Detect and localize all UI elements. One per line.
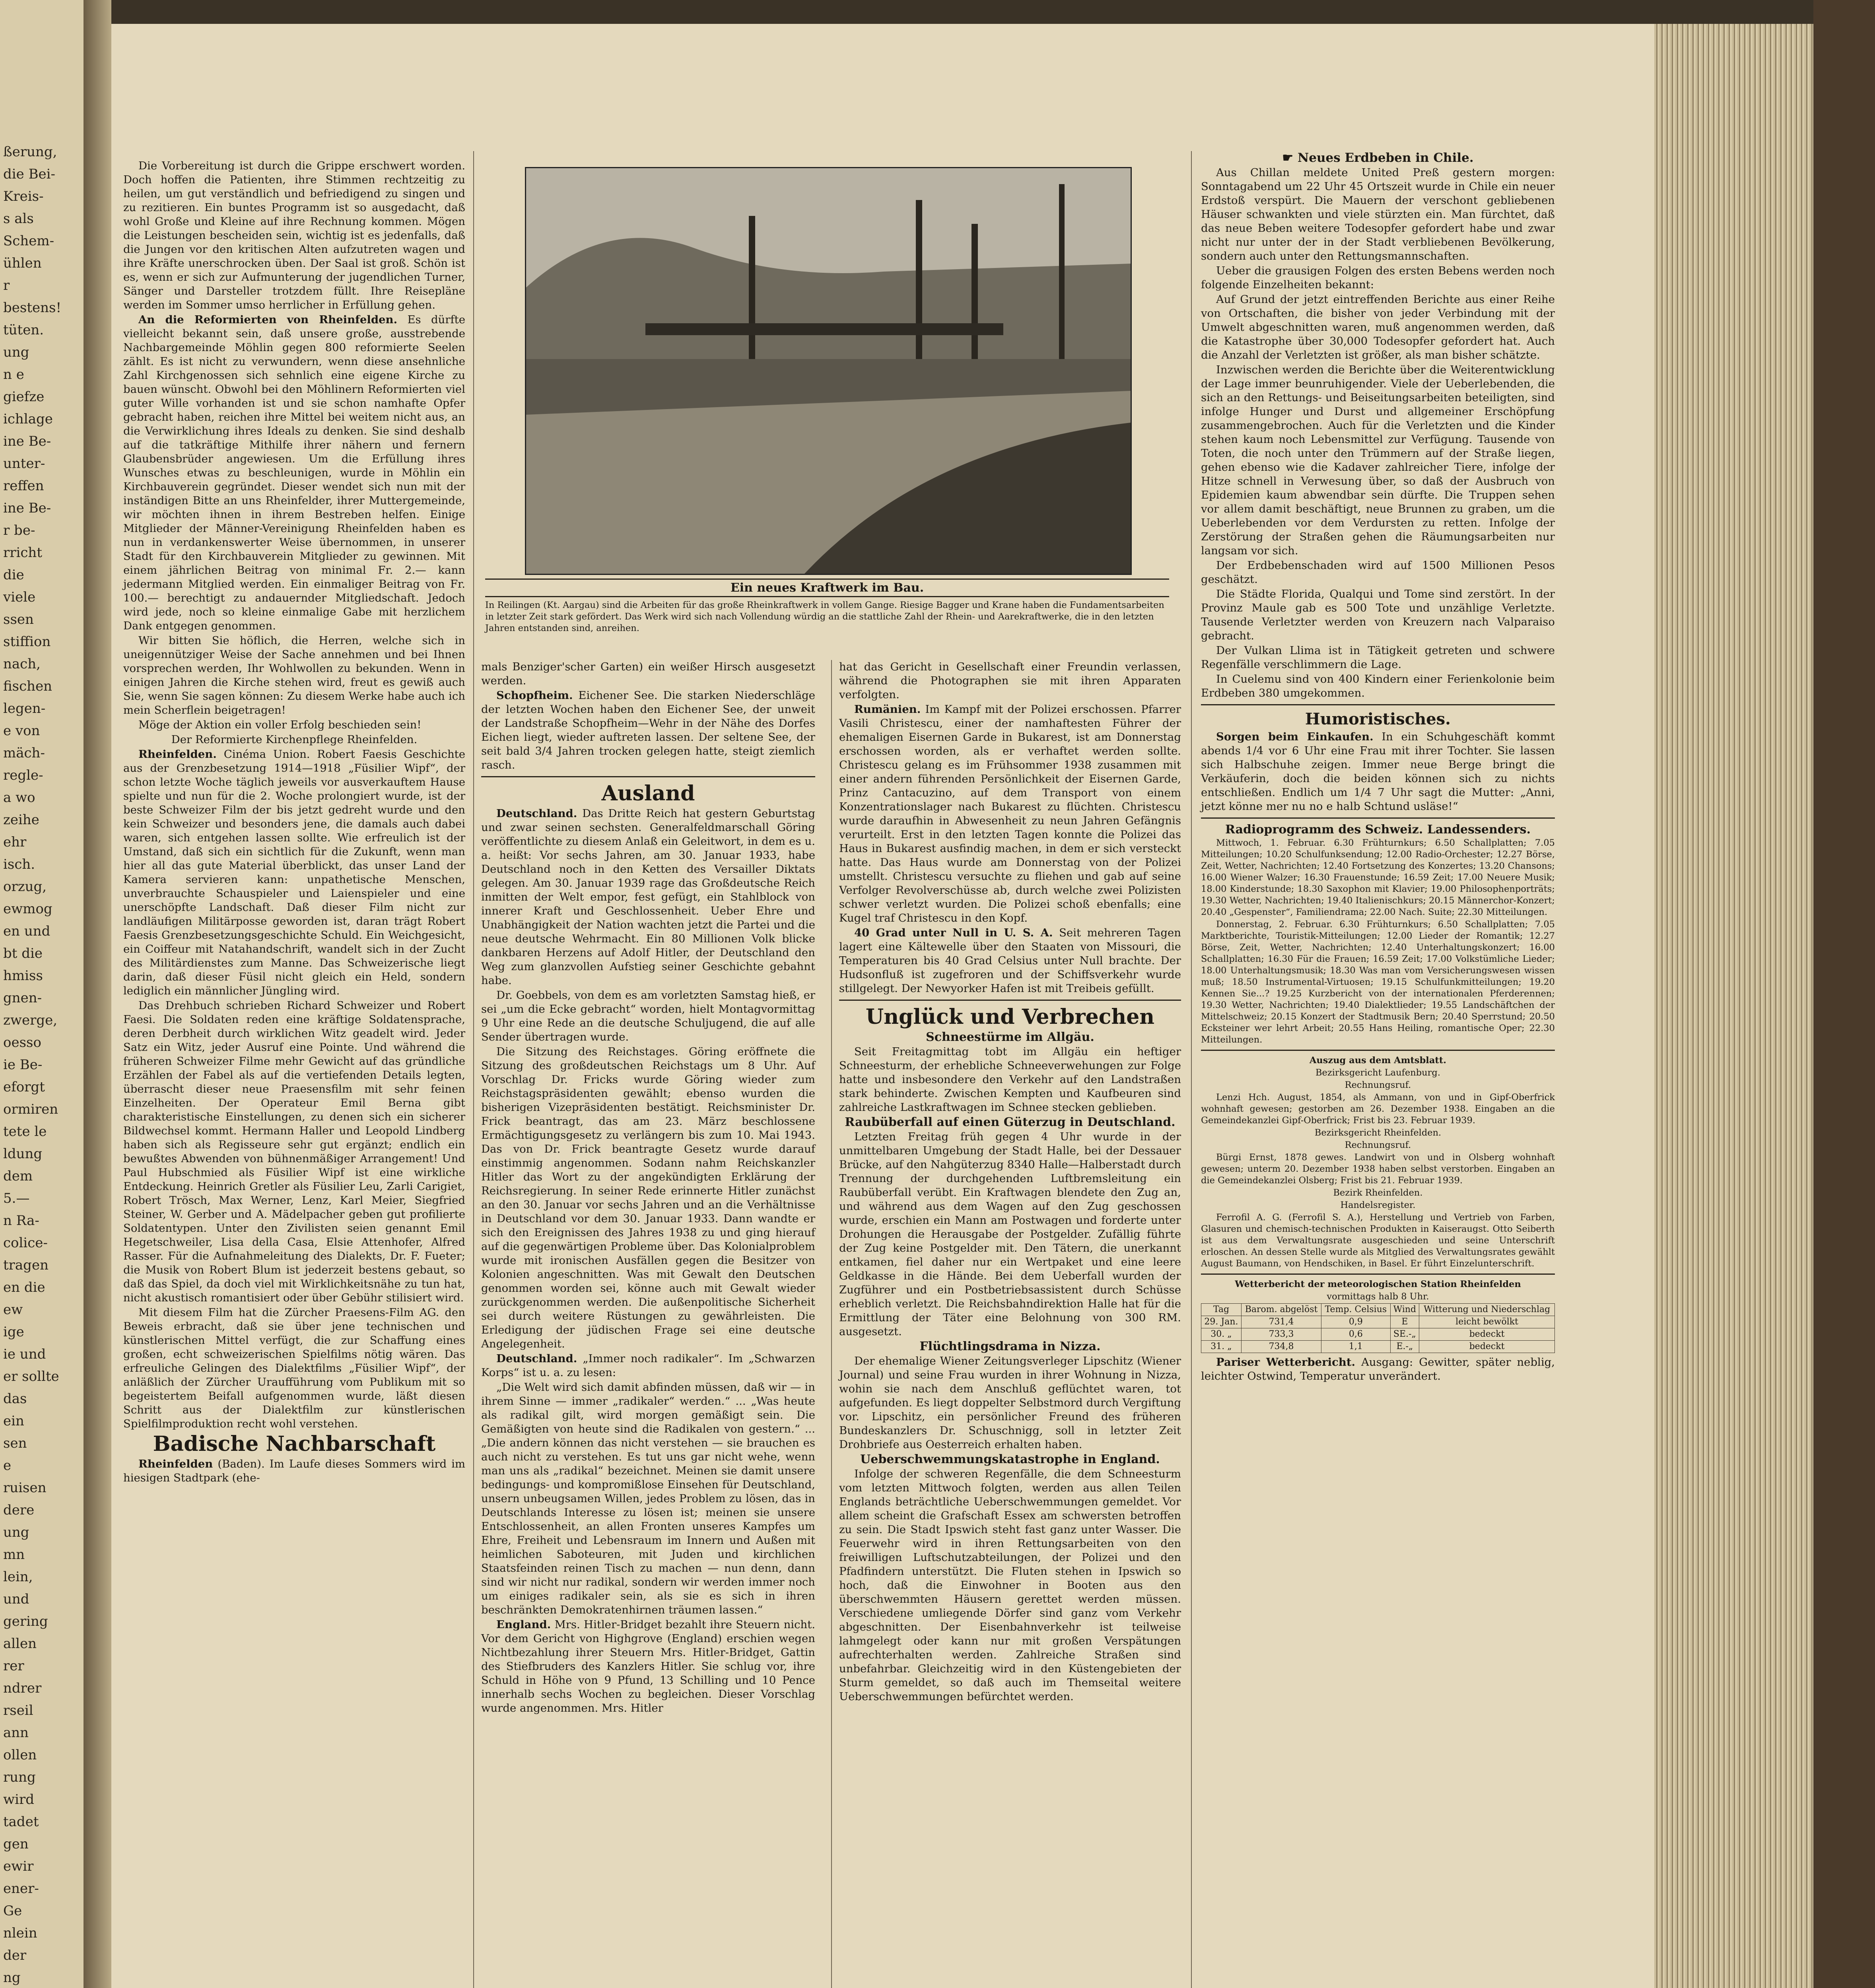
- article-paragraph: Letzten Freitag früh gegen 4 Uhr wurde in der unmittelbaren Umgebung der Stadt Halle, bei der Dessauer Brücke, auf den Nahgüterzug 8340 Halle—Halberstadt durch Trennung der durchgehenden Luftbremsleitung ein Raubüberfall verübt. Ein Kraftwagen blendete den Zug an, und während aus dem Wagen auf den Zug geschossen wurde, erschien ein Mann am Postwagen und forderte unter Drohungen die Herausgabe der Postgelder. Zufällig führte der Zug keine Postgelder mit. Den Tätern, die unerkannt entkamen, fiel daher nur ein Wertpaket und eine leere Geldkasse in die Hände. Bei dem Ueberfall wurden der Zugführer und ein Postbetriebsassistent durch Schüsse erheblich verletzt. Die Reichsbahndirektion Halle hat für die Ermittlung der Täter eine Belohnung von 300 RM. ausgesetzt.: [839, 1130, 1181, 1338]
- facing-page-text: legen-: [3, 701, 46, 716]
- facing-page-text: a wo: [3, 790, 35, 806]
- photo-drawing: [526, 168, 1131, 574]
- caption-text: In Reilingen (Kt. Aargau) sind die Arbeiten für das große Rheinkraftwerk in vollem Gange. Riesige Bagger und Krane haben die Fundamentsarbeiten in letzter Zeit stark gefördert. Das Werk wird sich nach Vollendung würdig an die stattliche Zahl der Rhein- und Aarekraftwerke, die in den letzten Jahren entstanden sind, anreihen.: [485, 600, 1164, 633]
- article-heading: Schopfheim.: [496, 689, 573, 702]
- facing-page-text: gnen-: [3, 990, 42, 1006]
- notice-text: Bürgi Ernst, 1878 gewes. Landwirt von und in Olsberg wohnhaft gewesen; unterm 20. Dezember 1938 haben selbst verstorben. Eingaben an die Gemeindekanzlei Olsberg; Frist bis 21. Februar 1939.: [1201, 1152, 1555, 1186]
- article-paragraph: Die Sitzung des Reichstages. Göring eröffnete die Sitzung des großdeutschen Reichstags um 8 Uhr. Auf Vorschlag Dr. Fricks wurde Göring wieder zum Reichstagspräsidenten gewählt; ebenso wurden die bisherigen Vizepräsidenten bestätigt. Reichsminister Dr. Frick beantragt, das am 23. März beschlossene Ermächtigungsgesetz zu verlängern bis zum 10. Mai 1943. Das von Dr. Frick beantragte Gesetz wurde darauf einstimmig angenommen. Sodann nahm Reichskanzler Hitler das Wort zu der angekündigten Erklärung der Reichsregierung. In seiner Rede erinnerte Hitler zunächst an den 30. Januar vor sechs Jahren und an die Verhältnisse in Deutschland vor dem 30. Januar 1933. Dann wandte er sich den Ereignissen des Jahres 1938 zu und ging hierauf auf die gegenwärtigen Probleme über. Das Kolonialproblem wurde mit ironischen Ausfällen gegen die Besitzer von Kolonien angeschnitten. Was mit Gewalt den Deutschen genommen worden sei, könne auch mit Gewalt wieder zurückgenommen werden. Die außenpolitische Sicherheit sei durch weitere Rüstungen zu gewährleisten. Die Erledigung der jüdischen Frage sei eine deutsche Angelegenheit.: [481, 1045, 815, 1350]
- notice-court: Bezirk Rheinfelden.: [1333, 1188, 1423, 1198]
- table-cell: 29. Jan.: [1201, 1316, 1242, 1328]
- weather-subtitle: vormittags halb 8 Uhr.: [1327, 1291, 1429, 1302]
- article-paragraph: „Die Welt wird sich damit abfinden müssen, daß wir — in ihrem Sinne — immer „radikaler“ werden.“ ... „Was heute als radikal gilt, wird morgen gemäßigt sein. Die Gemäßigten von heute sind die Radikalen von gestern.“ ... „Die andern können das nicht verstehen — sie brauchen es auch nicht zu verstehen. Es tut uns gar nicht wehe, wenn man uns als „radikal“ bezeichnet. Meinen sie damit unsere bedingungs- und kompromißlose Einsehen für Deutschland, unsern unbeugsamen Willen, jedes Problem zu lösen, das in Deutschlands Interesse zu lösen ist; meinen sie unsere Entschlossenheit, an allen Fronten unseres Kampfes um Ehre, Freiheit und Lebensraum im Innern und Außen mit heimlichen Saboteuren, mit Juden und kirchlichen Staatsfeinden reinen Tisch zu machen — nun denn, dann sind wir nicht nur radikal, sondern wir werden immer noch um einiges radikaler sein, als sie es sich in ihren beschränkten Demokratenhirnen träumen lassen.“: [481, 1381, 815, 1616]
- article-paragraph: Ueber die grausigen Folgen des ersten Bebens werden noch folgende Einzelheiten bekannt:: [1201, 264, 1555, 291]
- facing-page-text: mn: [3, 1547, 25, 1563]
- column-4: [1201, 151, 1555, 1384]
- facing-page-text: ehr: [3, 834, 27, 850]
- article-paragraph: [123, 313, 465, 633]
- table-cell: 0,9: [1321, 1316, 1390, 1328]
- article-text: Seit mehreren Tagen lagert eine Kältewelle über den Staaten von Missouri, die Temperaturen bis 40 Grad Celsius unter Null brachte. Der Hudsonfluß ist zugefroren und der Schiffsverkehr wurde stillgelegt. Der Newyorker Hafen ist mit Treibeis gefüllt.: [839, 926, 1181, 995]
- separator-rule: [1201, 1274, 1555, 1275]
- facing-page-text: sen: [3, 1435, 27, 1451]
- article-paragraph: Infolge der schweren Regenfälle, die dem Schneesturm vom letzten Mittwoch folgten, werden aus allen Teilen Englands beträchtliche Ueberschwemmungen gemeldet. Vor allem scheint die Grafschaft Essex am schwersten betroffen zu sein. Die Stadt Ipswich steht fast ganz unter Wasser. Die Feuerwehr wird in ihren Rettungsarbeiten von den freiwilligen Luftschutzabteilungen, der Polizei und den Pfadfindern unterstützt. Die Fluten stehen in Ipswich so hoch, daß die Einwohner in Booten aus den überschwemmten Häusern gerettet werden müssen. Verschiedene umliegende Dörfer sind ganz vom Verkehr abgeschnitten. Der Eisenbahnverkehr ist teilweise lahmgelegt oder kann nur mit großen Verspätungen aufrechterhalten werden. Zahlreiche Straßen sind unbefahrbar. Gleichzeitig wird in den Küstengebieten der Sturm gemeldet, so daß auch im Themseital weitere Ueberschwemmungen befürchtet werden.: [839, 1468, 1181, 1703]
- pointing-hand-icon: ☛: [1282, 151, 1294, 165]
- facing-page-text: dem: [3, 1168, 33, 1184]
- separator-rule: [1201, 1050, 1555, 1051]
- construction-photo: [525, 167, 1132, 575]
- notice-court: Bezirksgericht Rheinfelden.: [1314, 1128, 1442, 1138]
- facing-page-text: das: [3, 1391, 27, 1407]
- article-text: In ein Schuhgeschäft kommt abends 1/4 vor 6 Uhr eine Frau mit ihrer Tochter. Sie lassen sich Halbschuhe zeigen. Immer neue Berge bringt die Verkäuferin, doch die beiden können sich zu nichts entschließen. Endlich um 1/4 7 Uhr sagt die Mutter: „Anni, jetzt könne mer nu no e halb Schtund usläse!“: [1201, 730, 1555, 813]
- facing-page-text: e von: [3, 723, 40, 739]
- article-paragraph: hat das Gericht in Gesellschaft einer Freundin verlassen, während die Photographen sie mit ihren Apparaten verfolgten.: [839, 660, 1181, 701]
- article-paragraph: Der Vulkan Llima ist in Tätigkeit getreten und schwere Regenfälle verschlimmern die Lage.: [1201, 644, 1555, 671]
- weather-table: [1201, 1303, 1555, 1353]
- facing-page-text: Schem-: [3, 233, 54, 249]
- facing-page-text: isch.: [3, 856, 35, 872]
- table-row: [1201, 1341, 1555, 1353]
- table-row: [1201, 1316, 1555, 1328]
- facing-page-text: ung: [3, 344, 29, 360]
- section-heading: Badische Nachbarschaft: [153, 1432, 436, 1456]
- table-cell: 734,8: [1241, 1341, 1321, 1353]
- weather-column-header: Barom. abgelöst: [1241, 1304, 1321, 1316]
- article-paragraph: [839, 926, 1181, 996]
- weather-column-header: Wind: [1390, 1304, 1419, 1316]
- article-text: Es dürfte vielleicht bekannt sein, daß unsere große, ausstrebende Nachbargemeinde Möhlin gegen 800 reformierte Seelen zählt. Es ist nicht zu verwundern, wenn diese ansehnliche Zahl Kirchgenossen sich sehnlich eine eigene Kirche zu bauen wünscht. Obwohl bei den Möhlinern Reformierten viel guter Wille vorhanden ist und sie schon namhafte Opfer gebracht haben, reichen ihre Mittel bei weitem nicht aus, an die Verwirklichung ihres Ideals zu denken. Sie sind deshalb auf die tatkräftige Mithilfe ihrer nähern und fernern Glaubensbrüder angewiesen. Um die Erfüllung ihres Wunsches etwas zu beschleunigen, wurde in Möhlin ein Kirchbauverein gegründet. Dieser wendet sich nun mit der inständigen Bitte an uns Rheinfelder, ihrer Muttergemeinde, wir möchten ihnen in ihrem Bestreben helfen. Einige Mitglieder der Männer-Vereinigung Rheinfelden haben es nun in verdankenswerter Weise übernommen, in unserer Stadt für den Kirchbauverein Mitglieder zu gewinnen. Mit einem jährlichen Beitrag von minimal Fr. 2.— kann jedermann Mitglied werden. Ein einmaliger Beitrag von Fr. 100.— berechtigt zu andauernder Mitgliedschaft. Jedoch wird jede, noch so kleine einmalige Gabe mit herzlichem Dank entgegen genommen.: [123, 313, 465, 632]
- facing-page-text: r: [3, 278, 10, 293]
- facing-page-text: zeihe: [3, 812, 39, 828]
- notice-type: Rechnungsruf.: [1345, 1080, 1411, 1090]
- article-paragraph: Der Erdbebenschaden wird auf 1500 Millionen Pesos geschätzt.: [1201, 559, 1555, 586]
- facing-page-text: ie Be-: [3, 1057, 43, 1073]
- table-cell: SE.-„: [1390, 1328, 1419, 1341]
- facing-page-text: dere: [3, 1502, 35, 1518]
- table-cell: E.-„: [1390, 1341, 1419, 1353]
- facing-page-text: ein: [3, 1413, 24, 1429]
- separator-rule: [1201, 704, 1555, 705]
- section-heading: Humoristisches.: [1305, 710, 1451, 728]
- facing-page-text: tüten.: [3, 322, 44, 338]
- article-heading: Pariser Wetterbericht.: [1216, 1356, 1356, 1369]
- facing-page-text: ie und: [3, 1346, 46, 1362]
- article-text: Das Dritte Reich hat gestern Geburtstag und zwar seinen sechsten. Generalfeldmarschall Göring veröffentlichte zu diesem Anlaß ein Geleitwort, in dem es u. a. heißt: Vor sechs Jahren, am 30. Januar 1933, habe Deutschland noch in den Ketten des Versailler Diktats gelegen. Am 30. Januar 1939 rage das Großdeutsche Reich inmitten der Welt empor, fest gefügt, ein Stahlblock von innerer Kraft und Geschlossenheit. Ueber Ehre und Unabhängigkeit der Nation wachten jetzt die Partei und die neue deutsche Wehrmacht. Ein 80 Millionen Volk blicke dankbaren Herzens auf Adolf Hitler, der Deutschland den Weg zum glanzvollen Aufstieg seiner Geschichte gebahnt habe.: [481, 807, 816, 987]
- table-cell: E: [1390, 1316, 1419, 1328]
- facing-page-text: ühlen: [3, 255, 42, 271]
- facing-page-text: ung: [3, 1524, 29, 1540]
- article-paragraph: Seit Freitagmittag tobt im Allgäu ein heftiger Schneesturm, der erhebliche Schneeverwehungen zur Folge hatte und insbesondere den Verkehr auf den Landstraßen stark behinderte. Zwischen Kempten und Kaufbeuren sind zahlreiche Lastkraftwagen im Schnee stecken geblieben.: [839, 1045, 1181, 1114]
- column-1: [123, 159, 465, 1486]
- article-paragraph: Auf Grund der jetzt eintreffenden Berichte aus einer Reihe von Ortschaften, die bisher von jeder Verbindung mit der Umwelt abgeschnitten waren, muß angenommen werden, daß die Katastrophe über 30,000 Todesopfer gefordert hat. Auch die Anzahl der Verletzten ist größer, als man bisher schätzte.: [1201, 293, 1555, 361]
- article-paragraph: mals Benziger'scher Garten) ein weißer Hirsch ausgesetzt werden.: [481, 660, 815, 687]
- facing-page-text: viele: [3, 589, 36, 605]
- facing-page-text: und: [3, 1591, 29, 1607]
- notice-heading: Auszug aus dem Amtsblatt.: [1309, 1055, 1447, 1066]
- article-subheading: Raubüberfall auf einen Güterzug in Deutschland.: [845, 1115, 1176, 1129]
- facing-page-text: der: [3, 1947, 27, 1963]
- separator-rule: [1201, 817, 1555, 819]
- facing-page-text: n Ra-: [3, 1213, 39, 1229]
- facing-page-text: unter-: [3, 456, 45, 472]
- facing-page-text: hmiss: [3, 968, 43, 984]
- table-cell: 0,6: [1321, 1328, 1390, 1341]
- column-divider: [473, 151, 474, 1988]
- facing-page-text: mäch-: [3, 745, 45, 761]
- article-paragraph: Dr. Goebbels, von dem es am vorletzten Samstag hieß, er sei „um die Ecke gebracht“ worden, hielt Montagvormittag 9 Uhr eine Rede an die deutsche Schuljugend, die auf alle Sender übertragen wurde.: [481, 989, 815, 1043]
- facing-page-text: rer: [3, 1658, 24, 1674]
- facing-page-text: ener-: [3, 1881, 39, 1897]
- facing-page-text: wird: [3, 1792, 34, 1807]
- facing-page-text: die Bei-: [3, 166, 56, 182]
- column-divider: [1191, 151, 1192, 1988]
- article-heading: Sorgen beim Einkaufen.: [1216, 730, 1374, 743]
- facing-page-text: tadet: [3, 1814, 39, 1830]
- article-heading: Rumänien.: [854, 703, 921, 716]
- article-text: Mrs. Hitler-Bridget bezahlt ihre Steuern nicht. Vor dem Gericht von Highgrove (England) erschien wegen Nichtbezahlung ihrer Steuern Mrs. Hitler-Bridget, Gattin des Stiefbruders des Kanzlers Hitler. Sie schlug vor, ihre Schuld in Höhe von 9 Pfund, 13 Schilling und 10 Pence innerhalb sechs Wochen zu begleichen. Dieser Vorschlag wurde angenommen. Mrs. Hitler: [481, 1618, 815, 1714]
- facing-page-text: regle-: [3, 767, 43, 783]
- article-paragraph: [123, 1457, 465, 1485]
- facing-page-text: ng: [3, 1970, 21, 1986]
- column-divider: [831, 660, 832, 1988]
- facing-page-text: colice-: [3, 1235, 48, 1251]
- table-cell: bedeckt: [1419, 1328, 1555, 1341]
- article-paragraph: [481, 1618, 815, 1715]
- facing-page-text: stiffion: [3, 634, 51, 650]
- article-text: (Baden). Im Laufe dieses Sommers wird im hiesigen Stadtpark (ehe-: [123, 1458, 466, 1484]
- facing-page-text: tete le: [3, 1124, 47, 1140]
- table-cell: bedeckt: [1419, 1341, 1555, 1353]
- facing-page-text: ichlage: [3, 411, 53, 427]
- photo-caption: [485, 579, 1169, 634]
- article-text: Im Kampf mit der Polizei erschossen. Pfarrer Vasili Christescu, einer der namhaftesten Führer der ehemaligen Eisernen Garde in Bukarest, ist am Donnerstag erschossen worden, als er verhaftet werden sollte. Christescu gelang es im Frühsommer 1938 zusammen mit einer andern führenden Persönlichkeit der Eisernen Garde, Prinz Cantacuzino, auf dem Transport von einem Konzentrationslager nach Bukarest zu flüchten. Christescu wurde daraufhin in Abwesenheit zu neun Jahren Gefängnis verurteilt. Erst in den letzten Tagen konnte die Polizei das Haus in Bukarest ausfindig machen, in dem er sich versteckt hatte. Das Haus wurde am Donnerstag von der Polizei umstellt. Christescu versuchte zu fliehen und gab auf seine Verfolger Revolverschüsse ab, durch welche zwei Polizisten schwer verletzt wurden. Die Polizei schoß ebenfalls; eine Kugel traf Christescu in den Kopf.: [839, 703, 1181, 924]
- weather-column-header: Tag: [1201, 1304, 1242, 1316]
- facing-page-text: allen: [3, 1636, 37, 1652]
- table-row: [1201, 1328, 1555, 1341]
- book-gutter: [84, 0, 111, 1988]
- table-cell: 733,3: [1241, 1328, 1321, 1341]
- facing-page-text: ewir: [3, 1858, 34, 1874]
- article-paragraph: [481, 689, 815, 772]
- facing-page-text: zwerge,: [3, 1012, 58, 1028]
- facing-page-text: rung: [3, 1769, 36, 1785]
- book-cover-edge: [1813, 0, 1875, 1988]
- facing-page-text: gen: [3, 1836, 29, 1852]
- article-paragraph: Das Drehbuch schrieben Richard Schweizer und Robert Faesi. Die Soldaten reden eine kräftige Soldatensprache, deren Derbheit durch wirklichen Witz geadelt wird. Jeder Satz ein Witz, jeder Ausruf eine Pointe. Und während die früheren Schweizer Filme mehr Gewicht auf das gründliche Erzählen der Fabel als auf die vertiefenden Details legten, überrascht dieser neue Praesensfilm mit sehr feinen Einzelheiten. Der Operateur Emil Berna gibt charakteristische Einstellungen, zu denen sich ein sicherer Bildwechsel kommt. Hermann Haller und Leopold Lindberg haben sich als Regisseure sehr gut ergänzt; endlich ein bewußtes Abwenden von bühnenmäßiger Arrangement! Und Paul Hubschmied als Füsilier Wipf ist eine wirkliche Entdeckung. Heinrich Gretler als Füsilier Leu, Zarli Carigiet, Robert Trösch, Max Werner, Lenz, Karl Meier, Siegfried Steiner, W. Gerber und A. Mädelpacher geben gut profilierte Soldatentypen. Unter den Zivilisten seien genannt Emil Hegetschweiler, Lisa della Casa, Elsie Attenhofer, Alfred Rasser. Für die Aufnahmeleitung des Dialekts, Dr. F. Fueter; die Musik von Robert Blum ist jederzeit bestens gebaut, so daß das Spiel, da doch viel mit Wirklichkeitsnähe zu tun hat, nicht akustisch romantisiert oder über Gebühr stilisiert wird.: [123, 999, 465, 1304]
- facing-page-text: en die: [3, 1279, 45, 1295]
- article-paragraph: Die Städte Florida, Qualqui und Tome sind zerstört. In der Provinz Maule gab es 500 Tote und unzählige Verletzte. Tausende Verletzter werden von Kreuzern nach Valparaiso gebracht.: [1201, 588, 1555, 642]
- facing-page-text: en und: [3, 923, 51, 939]
- facing-page-text: ndrer: [3, 1680, 42, 1696]
- facing-page-text: reffen: [3, 478, 44, 494]
- facing-page-text: ormiren: [3, 1101, 58, 1117]
- article-paragraph: Wir bitten Sie höflich, die Herren, welche sich in uneigennütziger Weise der Sache annehmen und bei Ihnen vorsprechen werden, Ihr Wohlwollen zu bekunden. Wenn in einigen Jahren die Kirche stehen wird, freut es gewiß auch Sie, wenn Sie sagen können: Zu diesem Werke habe auch ich mein Scherflein beigetragen!: [123, 634, 465, 716]
- facing-page-text: ine Be-: [3, 500, 51, 516]
- article-heading: Rheinfelden: [138, 1458, 213, 1470]
- facing-page-text: die: [3, 567, 24, 583]
- facing-page-text: rseil: [3, 1703, 33, 1718]
- section-heading: Ausland: [601, 781, 695, 806]
- article-paragraph: Der ehemalige Wiener Zeitungsverleger Lipschitz (Wiener Journal) und seine Frau wurden in ihrer Wohnung in Nizza, wohin sie nach dem Anschluß geflüchtet waren, tot aufgefunden. Es liegt doppelter Selbstmord durch Vergiftung vor. Lipschitz, ein persönlicher Freund des früheren Bundeskanzlers Dr. Schuschnigg, soll in letzter Zeit Drohbriefe aus Oesterreich erhalten haben.: [839, 1355, 1181, 1451]
- facing-page-text: fischen: [3, 678, 52, 694]
- facing-page-text: Ge: [3, 1903, 22, 1919]
- facing-page-fragment: [0, 0, 84, 1988]
- article-subheading: Flüchtlingsdrama in Nizza.: [919, 1340, 1101, 1353]
- facing-page-text: bt die: [3, 945, 43, 961]
- article-paragraph: [481, 1352, 815, 1380]
- weather-column-header: Temp. Celsius: [1321, 1304, 1390, 1316]
- facing-page-text: rricht: [3, 545, 42, 561]
- facing-page-text: giefze: [3, 389, 45, 405]
- facing-page-text: ine Be-: [3, 433, 51, 449]
- article-heading: Rheinfelden.: [138, 748, 217, 761]
- separator-rule: [481, 776, 815, 777]
- facing-page-text: lein,: [3, 1569, 33, 1585]
- separator-rule: [839, 1000, 1181, 1001]
- facing-page-text: 5.—: [3, 1190, 30, 1206]
- facing-page-text: ew: [3, 1302, 23, 1318]
- article-subheading: Schneestürme im Allgäu.: [926, 1030, 1094, 1044]
- radio-program: Mittwoch, 1. Februar. 6.30 Frühturnkurs; 6.50 Schallplatten; 7.05 Mitteilungen; 10.20 Schulfunksendung; 12.00 Radio-Orchester; 12.27 Börse, Zeit, Wetter, Nachrichten; 12.40 Fortsetzung des Konzertes; 13.20 Chansons; 16.00 Wiener Walzer; 16.30 Frauenstunde; 16.59 Zeit; 17.00 Neuere Musik; 18.00 Kinderstunde; 18.30 Saxophon mit Klavier; 19.00 Philosophenporträts; 19.30 Wetter, Nachrichten; 19.40 Italienischkurs; 20.15 Männerchor-Konzert; 20.40 „Gespenster“, Familiendrama; 22.00 Nach. Suite; 22.30 Mitteilungen.: [1201, 838, 1555, 917]
- facing-page-text: Kreis-: [3, 188, 44, 204]
- article-text: „Immer noch radikaler“. Im „Schwarzen Korps“ ist u. a. zu lesen:: [481, 1352, 815, 1379]
- facing-page-text: nach,: [3, 656, 41, 672]
- weather-table-header: [1201, 1304, 1555, 1316]
- article-signature: Der Reformierte Kirchenpflege Rheinfelden.: [171, 733, 418, 746]
- article-paragraph: Aus Chillan meldete United Preß gestern morgen: Sonntagabend um 22 Uhr 45 Ortszeit wurde in Chile ein neuer Erdstoß verspürt. Die Mauern der verschont gebliebenen Häuser schwankten und viele stürzten ein. Man fürchtet, daß das neue Beben weitere Todesopfer gefordert habe und zwar nicht nur unter der in der Stadt verbliebenen Bevölkerung, sondern auch unter den Rettungsmannschaften.: [1201, 166, 1555, 262]
- article-paragraph: Inzwischen werden die Berichte über die Weiterentwicklung der Lage immer beunruhigender. Viele der Ueberlebenden, die sich an den Rettungs- und Beiseitungsarbeiten beteiligten, sind infolge Hunger und Durst und allgemeiner Erschöpfung zusammengebrochen. Auch für die Verletzten und die Kinder stehen kaum noch Lebensmittel zur Verfügung. Tausende von Toten, die noch unter den Trümmern auf der Straße liegen, gehen ebenso wie die Kadaver zahlreicher Tiere, infolge der Hitze schnell in Verwesung über, so daß der Ausbruch von Epidemien kaum abwendbar sein dürfte. Die Truppen sehen vor allem damit beschäftigt, neue Brunnen zu graben, um die Ueberlebenden vor dem Verdursten zu retten. Infolge der Zerstörung der Straßen gehen die Räumungsarbeiten nur langsam vor sich.: [1201, 363, 1555, 557]
- article-text: Eichener See. Die starken Niederschläge der letzten Wochen haben den Eichener See, der unweit der Landstraße Schopfheim—Wehr in der Nähe des Dorfes Eichen liegt, wieder auftreten lassen. Der seltene See, der seit bald 3/4 Jahren trocken gelegen hatte, steigt ziemlich rasch.: [481, 689, 815, 771]
- facing-page-text: er sollte: [3, 1369, 59, 1384]
- facing-page-text: ßerung,: [3, 144, 57, 160]
- article-heading: [1201, 151, 1555, 165]
- facing-page-text: r be-: [3, 522, 35, 538]
- article-heading: Deutschland.: [496, 807, 577, 820]
- facing-page-text: gering: [3, 1613, 48, 1629]
- article-heading: Deutschland.: [496, 1352, 577, 1365]
- radio-program: Donnerstag, 2. Februar. 6.30 Frühturnkurs; 6.50 Schallplatten; 7.05 Marktberichte, Touristik-Mitteilungen; 12.00 Lieder der Romantik; 12.27 Börse, Zeit, Wetter, Nachrichten; 12.40 Unterhaltungskonzert; 16.00 Schallplatten; 16.30 Für die Frauen; 16.59 Zeit; 17.00 Volkstümliche Lieder; 18.00 Unterhaltungsmusik; 18.30 Was man vom Versicherungswesen wissen muß; 18.50 Instrumental-Virtuosen; 19.15 Schulfunkmitteilungen; 19.20 Kennen Sie...? 19.25 Kurzbericht von der internationalen Pferderennen; 19.30 Wetter, Nachrichten; 19.40 Dialektlieder; 19.55 Landschäftchen der Mittelschweiz; 20.15 Konzert der Stadtmusik Bern; 20.40 Sperrstund; 20.50 Ecksteiner wer lehrt Arbeit; 20.55 Hans Heiling, romantische Oper; 22.30 Mitteilungen.: [1201, 919, 1555, 1045]
- heading-text: Neues Erdbeben in Chile.: [1297, 151, 1474, 165]
- notice-text: Ferrofil A. G. (Ferrofil S. A.), Herstellung und Vertrieb von Farben, Glasuren und chemisch-technischen Produkten in Kaiseraugst. Otto Seiberth ist aus dem Verwaltungsrate ausgeschieden und seine Unterschrift erloschen. An dessen Stelle wurde als Mitglied des Verwaltungsrates gewählt August Baumann, von Hendschiken, in Basel. Er führt Einzelunterschrift.: [1201, 1212, 1555, 1269]
- article-paragraph: In Cuelemu sind von 400 Kindern einer Ferienkolonie beim Erdbeben 380 umgekommen.: [1201, 673, 1555, 699]
- facing-page-text: ldung: [3, 1146, 43, 1162]
- table-cell: leicht bewölkt: [1419, 1316, 1555, 1328]
- article-text: Ausgang: Gewitter, später neblig, leichter Ostwind, Temperatur unverändert.: [1201, 1356, 1555, 1382]
- facing-page-text: nlein: [3, 1925, 37, 1941]
- weather-title: Wetterbericht der meteorologischen Station Rheinfelden: [1235, 1279, 1521, 1289]
- article-paragraph: Möge der Aktion ein voller Erfolg beschieden sein!: [138, 718, 422, 731]
- facing-page-text: bestens!: [3, 300, 62, 316]
- article-subheading: Ueberschwemmungskatastrophe in England.: [860, 1452, 1160, 1466]
- notice-court: Bezirksgericht Laufenburg.: [1315, 1068, 1440, 1078]
- facing-page-text: tragen: [3, 1257, 49, 1273]
- facing-page-text: oesso: [3, 1035, 41, 1050]
- article-paragraph: [123, 747, 465, 998]
- table-cell: 30. „: [1201, 1328, 1242, 1341]
- column-3: [839, 660, 1181, 1705]
- table-cell: 731,4: [1241, 1316, 1321, 1328]
- article-heading: 40 Grad unter Null in U. S. A.: [854, 926, 1053, 939]
- facing-page-text: orzug,: [3, 879, 47, 895]
- facing-page-text: e: [3, 1458, 12, 1474]
- weather-column-header: Witterung und Niederschlag: [1419, 1304, 1555, 1316]
- article-paragraph: Mit diesem Film hat die Zürcher Praesens-Film AG. den Beweis erbracht, daß sie über jene technischen und künstlerischen Mittel verfügt, die zur Schaffung eines großen, echt schweizerischen Spielfilms nötig wären. Das erfreuliche Gelingen des Dialektfilms „Füsilier Wipf“, der anläßlich der Zürcher Uraufführung vom Publikum mit so begeistertem Beifall aufgenommen wurde, läßt diesen Schritt aus der Dialektfilm zur künstlerischen Spielfilmproduktion recht wohl verstehen.: [123, 1306, 465, 1430]
- article-heading: England.: [496, 1618, 551, 1631]
- notice-text: Lenzi Hch. August, 1854, als Ammann, von und in Gipf-Oberfrick wohnhaft gewesen; gestorben am 26. Dezember 1938. Eingaben an die Gemeindekanzlei Gipf-Oberfrick; Frist bis 23. Februar 1939.: [1201, 1092, 1555, 1126]
- article-paragraph: Die Vorbereitung ist durch die Grippe erschwert worden. Doch hoffen die Patienten, ihre Stimmen rechtzeitig zu heilen, um gut verständlich und befriedigend zu singen und zu rezitieren. Ein buntes Programm ist so ausgedacht, daß wohl Große und Kleine auf ihre Rechnung kommen. Mögen die Leistungen bescheiden sein, wichtig ist es jedenfalls, daß die Jungen vor den kritischen Alten aufzutreten wagen und ihre Kräfte unerschrocken üben. Der Saal ist groß. Schön ist es, wenn er sich zur Aufmunterung der jugendlichen Turner, Sänger und Darsteller trotzdem füllt. Ihre Reisepläne werden im Sommer umso herrlicher in Erfüllung gehen.: [123, 159, 465, 311]
- radio-heading: Radioprogramm des Schweiz. Landessenders.: [1225, 823, 1531, 837]
- facing-page-text: ruisen: [3, 1480, 47, 1496]
- notice-type: Rechnungsruf.: [1345, 1140, 1411, 1150]
- table-cell: 31. „: [1201, 1341, 1242, 1353]
- facing-page-text: s als: [3, 211, 34, 227]
- article-text: Cinéma Union. Robert Faesis Geschichte aus der Grenzbesetzung 1914—1918 „Füsilier Wipf“, der schon letzte Woche täglich jeweils vor ausverkauftem Hause spielte und nun für die 2. Woche prolongiert wurde, ist der beste Schweizer Film der bis jetzt gedreht wurde und den kein Schweizer und besonders jene, die damals auch dabei waren, sich entgehen lassen sollte. Wie erfreulich ist der Umstand, daß sich ein sichtlich für die Zukunft, wenn man hier all das gute Material überblickt, das unser Land der Kamera servieren kann: unpathetische Menschen, unverbrauchte Schauspieler und Laienspieler und eine unerschöpfte Landschaft. Daß dieser Film nicht zur landläufigen Militärposse geworden ist, daran trägt Robert Faesis Grenzbesetzungsgeschichte Schuld. Ein Weichgesicht, ein Coiffeur mit Natahandschrift, wandelt sich in der Zucht des Militärdienstes zum Manne. Das Schweizerische liegt darin, daß dieser Füsil nicht gleich ein Held, sondern lediglich ein männlicher Jüngling wird.: [123, 748, 465, 997]
- facing-page-text: ann: [3, 1725, 29, 1741]
- article-paragraph: [481, 807, 815, 988]
- notice-type: Handelsregister.: [1340, 1200, 1416, 1210]
- article-paragraph: [1201, 730, 1555, 813]
- article-paragraph: [1201, 1355, 1555, 1383]
- table-cell: 1,1: [1321, 1341, 1390, 1353]
- facing-page-text: ewmog: [3, 901, 52, 917]
- article-heading: An die Reformierten von Rheinfelden.: [138, 313, 398, 326]
- facing-page-text: ssen: [3, 612, 34, 627]
- caption-title: Ein neues Kraftwerk im Bau.: [485, 579, 1169, 597]
- facing-page-text: eforgt: [3, 1079, 45, 1095]
- column-2: [481, 660, 815, 1716]
- facing-page-text: ige: [3, 1324, 24, 1340]
- facing-page-text: n e: [3, 367, 24, 382]
- section-heading: Unglück und Verbrechen: [865, 1005, 1155, 1029]
- article-paragraph: [839, 703, 1181, 925]
- facing-page-text: ollen: [3, 1747, 37, 1763]
